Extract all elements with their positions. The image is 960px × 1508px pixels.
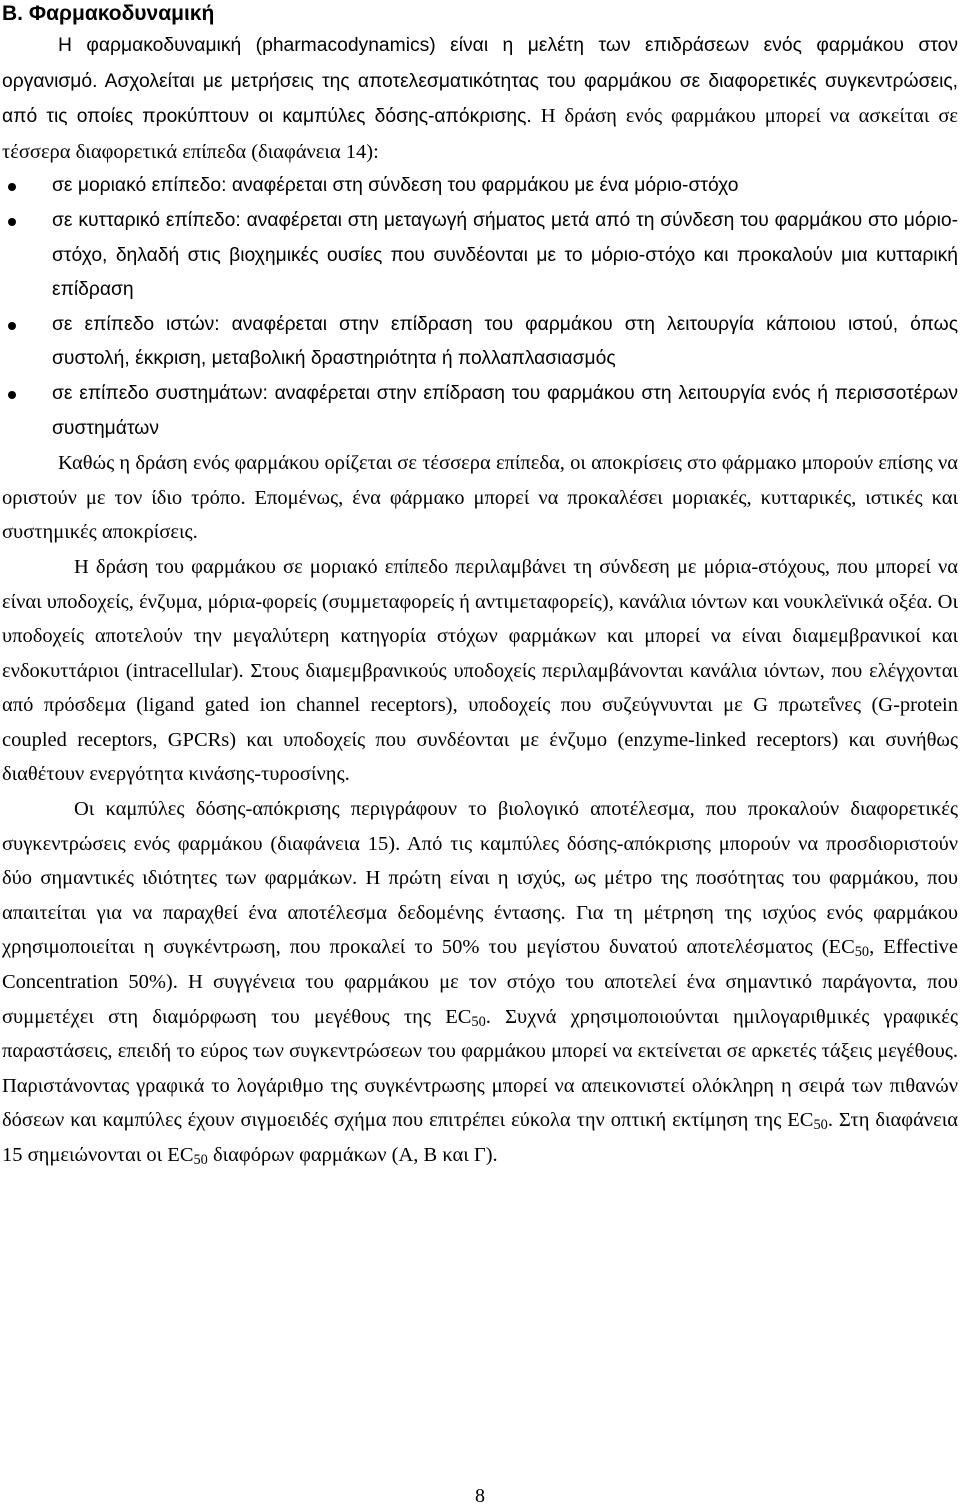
list-item	[2, 308, 958, 377]
intro-text: Η φαρμακοδυναμική (pharmacodynamics) είναι η μελέτη των επιδράσεων ενός φαρμάκου στον οργανισμό. Ασχολείται με μετρήσεις της αποτελεσματικότητας του φαρμάκου σε διαφορετικές συγκεντρώσεις, από τις οποίες προκύπτουν οι καμπύλες δόσης-απόκρισης.	[2, 35, 958, 128]
dose-response-text-4: . Στη διαφάνεια 15 σημειώνονται οι EC	[2, 1109, 958, 1166]
responses-paragraph: Καθώς η δράση ενός φαρμάκου ορίζεται σε τέσσερα επίπεδα, οι αποκρίσεις στο φάρμακο μπορούν επίσης να οριστούν με τον ίδιο τρόπο. Επομένως, ένα φάρμακο μπορεί να προκαλέσει μοριακές, κυτταρικές, ιστικές και συστημικές αποκρίσεις.	[2, 452, 958, 544]
list-item-text: σε μοριακό επίπεδο: αναφέρεται στη σύνδεση του φαρμάκου με ένα μόριο-στόχο	[52, 175, 739, 197]
ec50-subscript: 50	[854, 944, 870, 961]
list-item-text: σε κυτταρικό επίπεδο: αναφέρεται στη μεταγωγή σήματος μετά από τη σύνδεση του φαρμάκου στο μόριο-στόχο, δηλαδή στις βιοχημικές ουσίες που συνδέονται με το μόριο-στόχο και προκαλούν μια κυτταρική επίδραση	[52, 209, 958, 301]
dose-response-text-2: , Effective Concentration 50%). Η συγγένεια του φαρμάκου με τον στόχο του αποτελεί ένα σημαντικό παράγοντα, που συμμετέχει στη διαμόρφωση του μεγέθους της EC	[2, 936, 958, 1028]
dose-response-text-3: . Συχνά χρησιμοποιούνται ημιλογαριθμικές γραφικές παραστάσεις, επειδή το εύρος των συγκεντρώσεων του φαρμάκου μπορεί να εκτείνεται σε αρκετές τάξεις μεγέθους. Παριστάνοντας γραφικά το λογάριθμο της συγκέντρωσης μπορεί να απεικονιστεί ολόκληρη η σειρά των πιθανών δόσεων και καμπύλες έχουν σιγμοειδές σχήμα που επιτρέπει εύκολα την οπτική εκτίμηση της EC	[2, 1005, 958, 1132]
list-item-text: σε επίπεδο ιστών: αναφέρεται στην επίδραση του φαρμάκου στη λειτουργία κάποιου ιστού, όπως συστολή, έκκριση, μεταβολική δραστηριότητα ή πολλαπλασιασμός	[52, 313, 958, 370]
list-item	[2, 169, 958, 204]
list-item-text: σε επίπεδο συστημάτων: αναφέρεται στην επίδραση του φαρμάκου στη λειτουργία ενός ή περισσοτέρων συστημάτων	[52, 382, 958, 439]
bullet-icon	[8, 183, 16, 191]
section-heading: Β. Φαρμακοδυναμική	[2, 2, 215, 25]
dose-response-text-1: Οι καμπύλες δόσης-απόκρισης περιγράφουν το βιολογικό αποτέλεσμα, που προκαλούν διαφορετικές συγκεντρώσεις ενός φαρμάκου (διαφάνεια 15). Από τις καμπύλες δόσης-απόκρισης μπορούν να προσδιοριστούν δύο σημαντικές ιδιότητες των φαρμάκων. Η πρώτη είναι η ισχύς, ως μέτρο της ποσότητας του φαρμάκου, που απαιτείται για να παραχθεί ένα αποτέλεσμα δεδομένης έντασης. Για τη μέτρηση της ισχύος ενός φαρμάκου χρησιμοποιείται η συγκέντρωση, που προκαλεί το 50% του μεγίστου δυνατού αποτελέσματος (EC	[2, 798, 958, 959]
ec50-subscript: 50	[471, 1013, 486, 1030]
ec50-subscript: 50	[813, 1117, 828, 1134]
intro-paragraph	[2, 28, 958, 169]
intro-levels-text: Η δράση ενός φαρμάκου μπορεί να ασκείται σε τέσσερα διαφορετικά επίπεδα (διαφάνεια 14):	[2, 105, 958, 163]
ec50-subscript: 50	[193, 1151, 208, 1168]
list-item	[2, 377, 958, 446]
bullet-icon	[8, 218, 16, 226]
dose-response-text-5: διαφόρων φαρμάκων (Α, Β και Γ).	[207, 1144, 498, 1166]
levels-list	[2, 169, 958, 446]
bullet-icon	[8, 391, 16, 399]
page-number: 8	[475, 1485, 485, 1507]
molecular-targets-paragraph: Η δράση του φαρμάκου σε μοριακό επίπεδο περιλαμβάνει τη σύνδεση με μόρια-στόχους, που μπορεί να είναι υποδοχείς, ένζυμα, μόρια-φορείς (συμμεταφορείς ή αντιμεταφορείς), κανάλια ιόντων και νουκλεϊνικά οξέα. Οι υποδοχείς αποτελούν την μεγαλύτερη κατηγορία στόχων φαρμάκων και μπορεί να είναι διαμεμβρανικοί και ενδοκυττάριοι (intracellular). Στους διαμεμβρανικούς υποδοχείς περιλαμβάνονται κανάλια ιόντων, που ελέγχονται από πρόσδεμα (ligand gated ion channel receptors), υποδοχείς που συζεύγνυνται με G πρωτεΐνες (G-protein coupled receptors, GPCRs) και υποδοχείς που συνδέονται με ένζυμο (enzyme-linked receptors) και συνήθως διαθέτουν ενεργότητα κινάσης-τυροσίνης.	[2, 555, 958, 786]
dose-response-paragraph	[2, 792, 958, 1173]
bullet-icon	[8, 322, 16, 330]
list-item	[2, 204, 958, 308]
